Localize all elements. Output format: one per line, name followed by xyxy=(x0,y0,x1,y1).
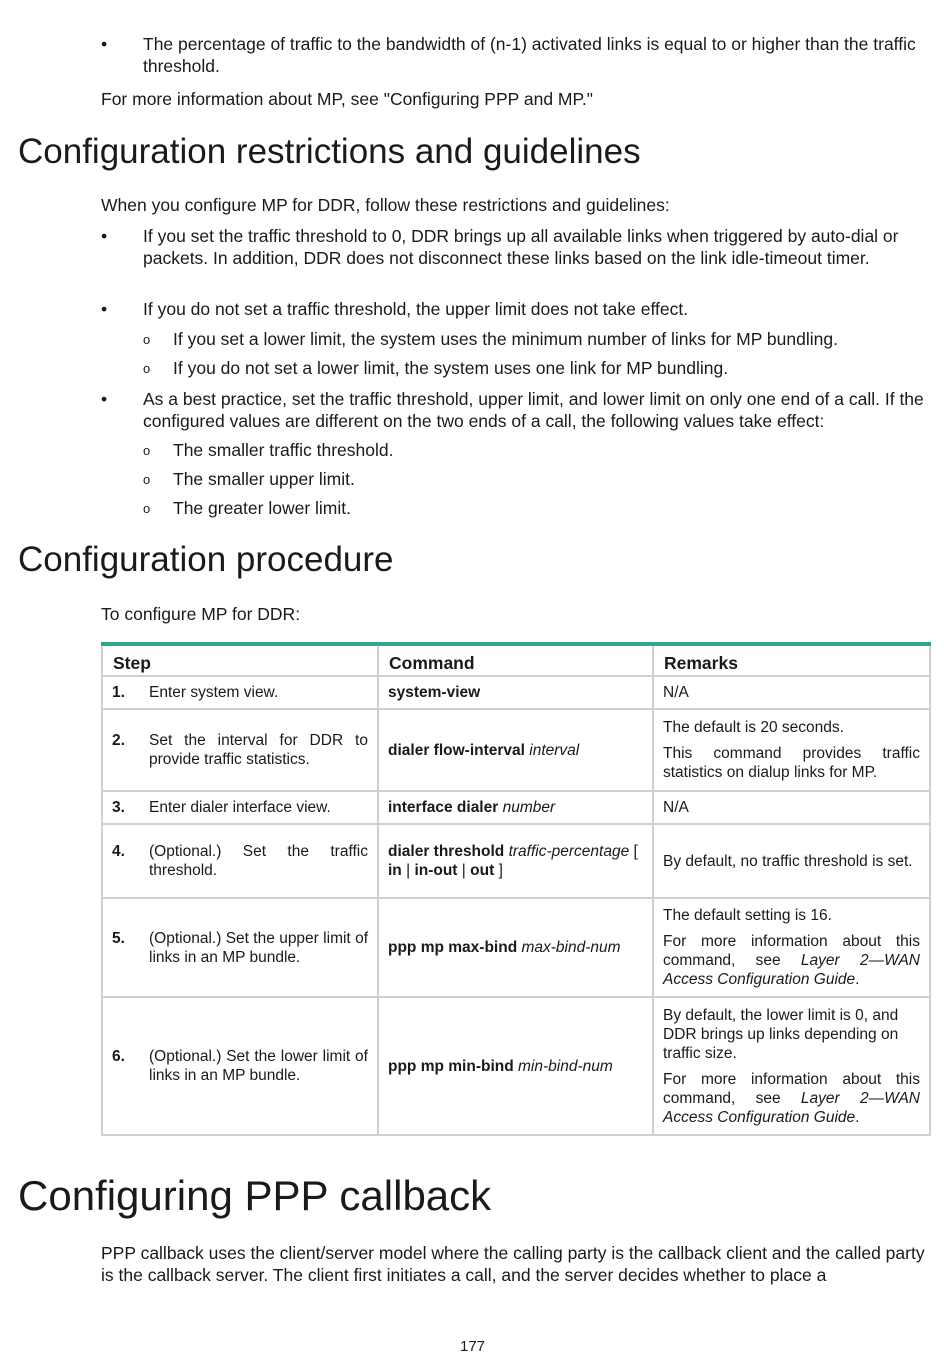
guide-reference: Layer 2—WAN Access Configuration Guide xyxy=(663,952,920,988)
table-row xyxy=(102,676,930,709)
syntax-separator: | xyxy=(406,862,411,879)
table-row xyxy=(102,824,930,898)
remark-text: The default setting is 16. xyxy=(663,907,832,924)
step-text: (Optional.) Set the upper limit of links in an MP bundle. xyxy=(149,929,368,966)
step-number: 2. xyxy=(112,732,125,749)
command-argument: number xyxy=(502,799,556,816)
paragraph: To configure MP for DDR: xyxy=(101,604,301,624)
command-argument: min-bind-num xyxy=(518,1057,613,1075)
table-row xyxy=(102,709,930,791)
bullet-icon: • xyxy=(101,34,108,54)
command-option: in xyxy=(388,862,402,879)
remark-text: By default, the lower limit is 0, and DDR brings up links depending on traffic size. xyxy=(663,1006,899,1062)
step-text: Set the interval for DDR to provide traffic statistics. xyxy=(149,732,368,768)
step-number: 6. xyxy=(112,1048,125,1065)
command-keyword: dialer flow-interval xyxy=(388,741,525,759)
step-number: 3. xyxy=(112,799,125,816)
table-row xyxy=(102,997,930,1135)
command-argument: traffic-percentage xyxy=(508,843,630,860)
bullet-icon: • xyxy=(101,389,108,409)
remark-text: For more information about this command, see xyxy=(663,1070,920,1107)
sub-bullet-text: The smaller traffic threshold. xyxy=(173,440,394,460)
paragraph: When you configure MP for DDR, follow these restrictions and guidelines: xyxy=(101,195,670,215)
paragraph: PPP callback uses the client/server model where the calling party is the callback client and the called party is the callback server. The client first initiates a call, and the server decides whether to place a xyxy=(101,1243,925,1285)
circle-bullet-icon: o xyxy=(143,332,151,347)
circle-bullet-icon: o xyxy=(143,361,151,376)
command-argument: interval xyxy=(529,741,580,759)
remark-punctuation: . xyxy=(855,971,860,988)
table-row xyxy=(102,898,930,997)
remark-text: For more information about this command, see xyxy=(663,933,920,969)
bullet-icon: • xyxy=(101,299,108,319)
page-number: 177 xyxy=(459,1338,486,1355)
sub-bullet-text: If you set a lower limit, the system uses the minimum number of links for MP bundling. xyxy=(173,329,838,349)
sub-bullet-text: The smaller upper limit. xyxy=(173,469,355,489)
command-keyword: system-view xyxy=(388,684,481,701)
command-keyword: interface dialer xyxy=(388,799,499,816)
command-argument: max-bind-num xyxy=(521,939,621,956)
step-text: (Optional.) Set the traffic threshold. xyxy=(149,843,368,879)
sub-bullet-text: If you do not set a lower limit, the system uses one link for MP bundling. xyxy=(173,358,729,378)
bullet-text: As a best practice, set the traffic threshold, upper limit, and lower limit on only one end of a call. If the configured values are different on the two ends of a call, the following values take effect: xyxy=(143,389,924,431)
step-number: 1. xyxy=(112,684,125,701)
sub-bullet-text: The greater lower limit. xyxy=(173,498,351,518)
guide-reference: Layer 2—WAN Access Configuration Guide xyxy=(663,1089,920,1126)
syntax-separator: | xyxy=(461,862,466,879)
chapter-heading: Configuring PPP callback xyxy=(18,1172,492,1219)
circle-bullet-icon: o xyxy=(143,501,151,516)
command-keyword: dialer threshold xyxy=(388,843,505,860)
step-text: Enter system view. xyxy=(149,684,279,701)
remark-text: N/A xyxy=(653,791,930,824)
table-row xyxy=(102,791,930,824)
command-keyword: ppp mp max-bind xyxy=(388,939,518,956)
remark-text: This command provides traffic statistics on dialup links for MP. xyxy=(663,745,920,781)
command-option: in-out xyxy=(414,862,458,879)
section-heading: Configuration procedure xyxy=(18,540,394,579)
command-option: out xyxy=(470,862,495,879)
remark-punctuation: . xyxy=(855,1108,860,1126)
bullet-text: If you set the traffic threshold to 0, DDR brings up all available links when triggered by auto-dial or packets. In addition, DDR does not disconnect these links based on the link idle-timeout timer. xyxy=(143,226,899,268)
remark-text: The default is 20 seconds. xyxy=(663,719,844,736)
bullet-icon: • xyxy=(101,226,108,246)
step-number: 5. xyxy=(112,929,125,947)
bullet-text: If you do not set a traffic threshold, the upper limit does not take effect. xyxy=(143,299,689,319)
paragraph: For more information about MP, see "Configuring PPP and MP." xyxy=(101,89,593,109)
remark-text: N/A xyxy=(653,676,930,709)
step-number: 4. xyxy=(112,843,125,860)
procedure-table xyxy=(101,642,931,1136)
remark-text: By default, no traffic threshold is set. xyxy=(653,824,930,898)
bullet-text: The percentage of traffic to the bandwidth of (n-1) activated links is equal to or higher than the traffic threshold. xyxy=(143,34,916,76)
circle-bullet-icon: o xyxy=(143,472,151,487)
step-text: Enter dialer interface view. xyxy=(149,799,331,816)
step-text: (Optional.) Set the lower limit of links in an MP bundle. xyxy=(149,1048,368,1084)
syntax-bracket: [ xyxy=(633,843,638,860)
header-command: Command xyxy=(378,644,653,676)
section-heading: Configuration restrictions and guidelines xyxy=(18,132,641,171)
circle-bullet-icon: o xyxy=(143,443,151,458)
command-keyword: ppp mp min-bind xyxy=(388,1057,514,1075)
syntax-bracket: ] xyxy=(498,862,503,879)
header-remarks: Remarks xyxy=(653,644,930,676)
table-header-row xyxy=(102,644,930,676)
header-step: Step xyxy=(102,644,378,676)
